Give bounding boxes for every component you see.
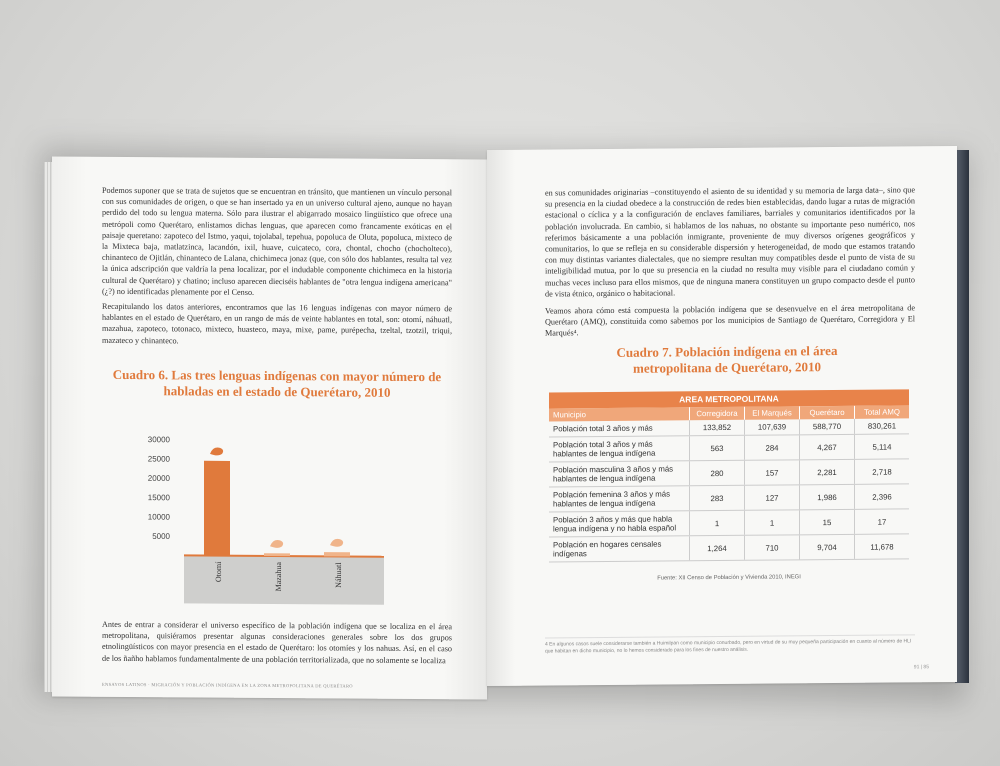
right-paragraph-2: Veamos ahora cómo está compuesta la población indígena que se desenvuelve en el área metropolitana de Querétaro (AMQ), constituida como sabemos por los municipios de Santiago de Querétaro, Corregidora y El Marqués⁴.: [545, 303, 915, 338]
column-header: Corregidora: [690, 407, 745, 420]
table-title: Cuadro 7. Población indígena en el área metropolitana de Querétaro, 2010: [616, 342, 838, 376]
right-page: [487, 146, 957, 686]
y-tick-label: 20000: [147, 473, 170, 483]
column-header: Querétaro: [800, 406, 855, 419]
table-cell: 1,264: [690, 535, 745, 560]
speech-glyph-icon: [210, 447, 223, 455]
right-paragraphs: [545, 184, 915, 339]
bar: [204, 461, 230, 556]
table-cell: 284: [745, 435, 800, 460]
table-header: AREA METROPOLITANA: [549, 389, 909, 408]
chart-title: Cuadro 6. Las tres lenguas indígenas con mayor número de habladas en el estado de Querétaro, 2010: [112, 366, 442, 400]
table-cell: 563: [690, 435, 745, 460]
table-cell: 588,770: [800, 419, 855, 435]
table-cell: 710: [745, 535, 800, 560]
population-table: [549, 389, 909, 562]
left-paragraph-3-wrap: [102, 619, 452, 666]
table-cell: 15: [800, 509, 855, 534]
y-tick-label: 10000: [147, 512, 170, 522]
table-row: [549, 509, 909, 537]
y-tick-label: 25000: [147, 454, 170, 464]
row-label: Población en hogares censales indígenas: [549, 536, 690, 562]
table-cell: 1: [745, 510, 800, 535]
table-cell: 107,639: [745, 419, 800, 435]
table-cell: 11,678: [855, 534, 910, 559]
y-tick-label: 5000: [152, 531, 170, 541]
table-source: Fuente: XII Censo de Población y Vivienda 2010, INEGI: [657, 574, 801, 582]
table-cell: 1: [690, 510, 745, 535]
right-paragraph-1: en sus comunidades originarias –constituyendo el asiento de su identidad y su memoria de larga data–, sino que su presencia en la ciudad obedece a la construcción de redes bien establecidas, dando lugar a rutas de migración estacional o cíclica y a la configuración de enclaves familiares, barriales y comunitarios identificados por la población involucrada. En cambio, si hablamos de los nahuas, no obstante su importante peso numérico, nos referimos básicamente a una población inmigrante, proveniente de muy diversos orígenes geográficos y comunitarios, lo que se refleja en su considerable dispersión y heterogeneidad, de modo que estamos tratando con muy distintas variantes dialectales, que no siempre resultan muy compatibles desde el punto de vista de su inteligibilidad mutua, por lo que su presencia en la ciudad no resulta muy visible para el ciudadano común y muchas veces incluso para ellos mismos, que de ninguna manera constituyen un grupo compacto desde el punto de vista étnico, orgánico o habitacional.: [545, 185, 915, 299]
footnote: 4 En algunos casos suele considerarse también a Huimilpan como municipio conurbado, pero en virtud de su muy pequeña participación en cuanto al número de HLI que habitan en dicho municipio, no lo hemos considerado para los fines de nuestro análisis.: [545, 634, 915, 655]
column-header: Municipio: [549, 407, 690, 421]
left-footer: ENSAYOS LATINOS · MIGRACIÓN Y POBLACIÓN INDÍGENA EN LA ZONA METROPOLITANA DE QUERÉTARO: [102, 681, 353, 689]
table-row: [549, 534, 909, 562]
left-page: [52, 156, 487, 699]
table-cell: 17: [855, 509, 910, 534]
page-number: 91 | 85: [913, 664, 929, 671]
table-row: [549, 484, 909, 512]
category-label: Náhuatl: [334, 562, 343, 588]
row-label: Población 3 años y más que habla lengua indígena y no habla español: [549, 511, 690, 537]
table-cell: 4,267: [800, 434, 855, 459]
row-label: Población masculina 3 años y más hablantes de lengua indígena: [549, 461, 690, 487]
table-cell: 9,704: [800, 534, 855, 559]
row-label: Población femenina 3 años y más hablantes de lengua indígena: [549, 486, 690, 512]
column-header: Total AMQ: [855, 405, 910, 418]
table-cell: 133,852: [690, 420, 745, 436]
table-cell: 1,986: [800, 484, 855, 509]
left-paragraph-1: Podemos suponer que se trata de sujetos que se encuentran en tránsito, que mantienen un vínculo personal con sus comunidades de origen, o que se han insertado ya en un universo cultural ajeno, aunque no hayan perdido del todo su lengua materna. Sólo para ilustrar el abigarrado mosaico lingüístico que ofrece una metrópoli como Querétaro, enlistamos dichas lenguas, que aparecen como francamente exóticas en el paisaje queretano: zapoteco del Istmo, yaqui, tojolabal, tepehua, popoluca de Oluta, popoluca, mixteco de la Mixteca baja, matlatzinca, lacandón, ixil, huave, cuicateco, cora, chontal, chocho (chocholteco), chinanteco de Ojitlán, chinanteco de Lalana, chichimeca jonaz (que, con sólo dos hablantes, resulta tal vez la única adscripción que valdría la pena localizar, por el indudable componente chichimeca en la historia cultural de Querétaro) y chatino; incluso aparecen dieciséis hablantes de "otra lengua indígena americana" (¿?) no identificadas plenamente por el Censo.: [102, 185, 452, 297]
table-cell: 2,396: [855, 484, 910, 509]
table-cell: 830,261: [855, 418, 910, 434]
bar: [324, 552, 350, 556]
left-paragraph-1-wrap: [102, 185, 452, 348]
category-label: Otomí: [214, 561, 223, 583]
column-header: El Marqués: [745, 406, 800, 419]
population-table-wrap: [549, 389, 909, 582]
table-row: [549, 459, 909, 487]
table-cell: 2,718: [855, 459, 910, 484]
row-label: Población total 3 años y más: [549, 420, 690, 437]
book-cover-right: [955, 150, 969, 683]
y-tick-label: 15000: [147, 493, 170, 503]
bar: [264, 553, 290, 556]
y-tick-label: 30000: [147, 435, 170, 445]
speech-glyph-icon: [270, 540, 283, 548]
left-paragraph-3: Antes de entrar a considerar el universo específico de la población indígena que se localiza en el área metropolitana, quisiéramos presentar algunas consideraciones generales sobre los dos grupos etnolingüísticos con mayor presencia en el estado de Querétaro: los otomíes y los nahuas. Así, en el caso de los ñañho hablamos fundamentalmente de una población territorializada, que no solamente se localiza: [102, 619, 452, 665]
table-cell: 157: [745, 460, 800, 485]
table-cell: 280: [690, 460, 745, 485]
table-cell: 2,281: [800, 459, 855, 484]
table-cell: 283: [690, 485, 745, 510]
table-row: [549, 434, 909, 462]
row-label: Población total 3 años y más hablantes de lengua indígena: [549, 436, 690, 462]
bar-chart: [112, 427, 392, 609]
speech-glyph-icon: [330, 539, 343, 547]
left-paragraph-2: Recapitulando los datos anteriores, encontramos que las 16 lenguas indígenas con mayor número de hablantes en el estado de Querétaro, en un rango de más de veinte hablantes en total, son: otomí, náhuatl, mazahua, zapoteco, totonaco, mixteco, huasteco, maya, mixe, pame, purépecha, tzeltal, tzotzil, triqui, mazateco y chinanteco.: [102, 301, 452, 346]
table-cell: 5,114: [855, 434, 910, 459]
category-label: Mazahua: [274, 562, 283, 592]
table-cell: 127: [745, 485, 800, 510]
